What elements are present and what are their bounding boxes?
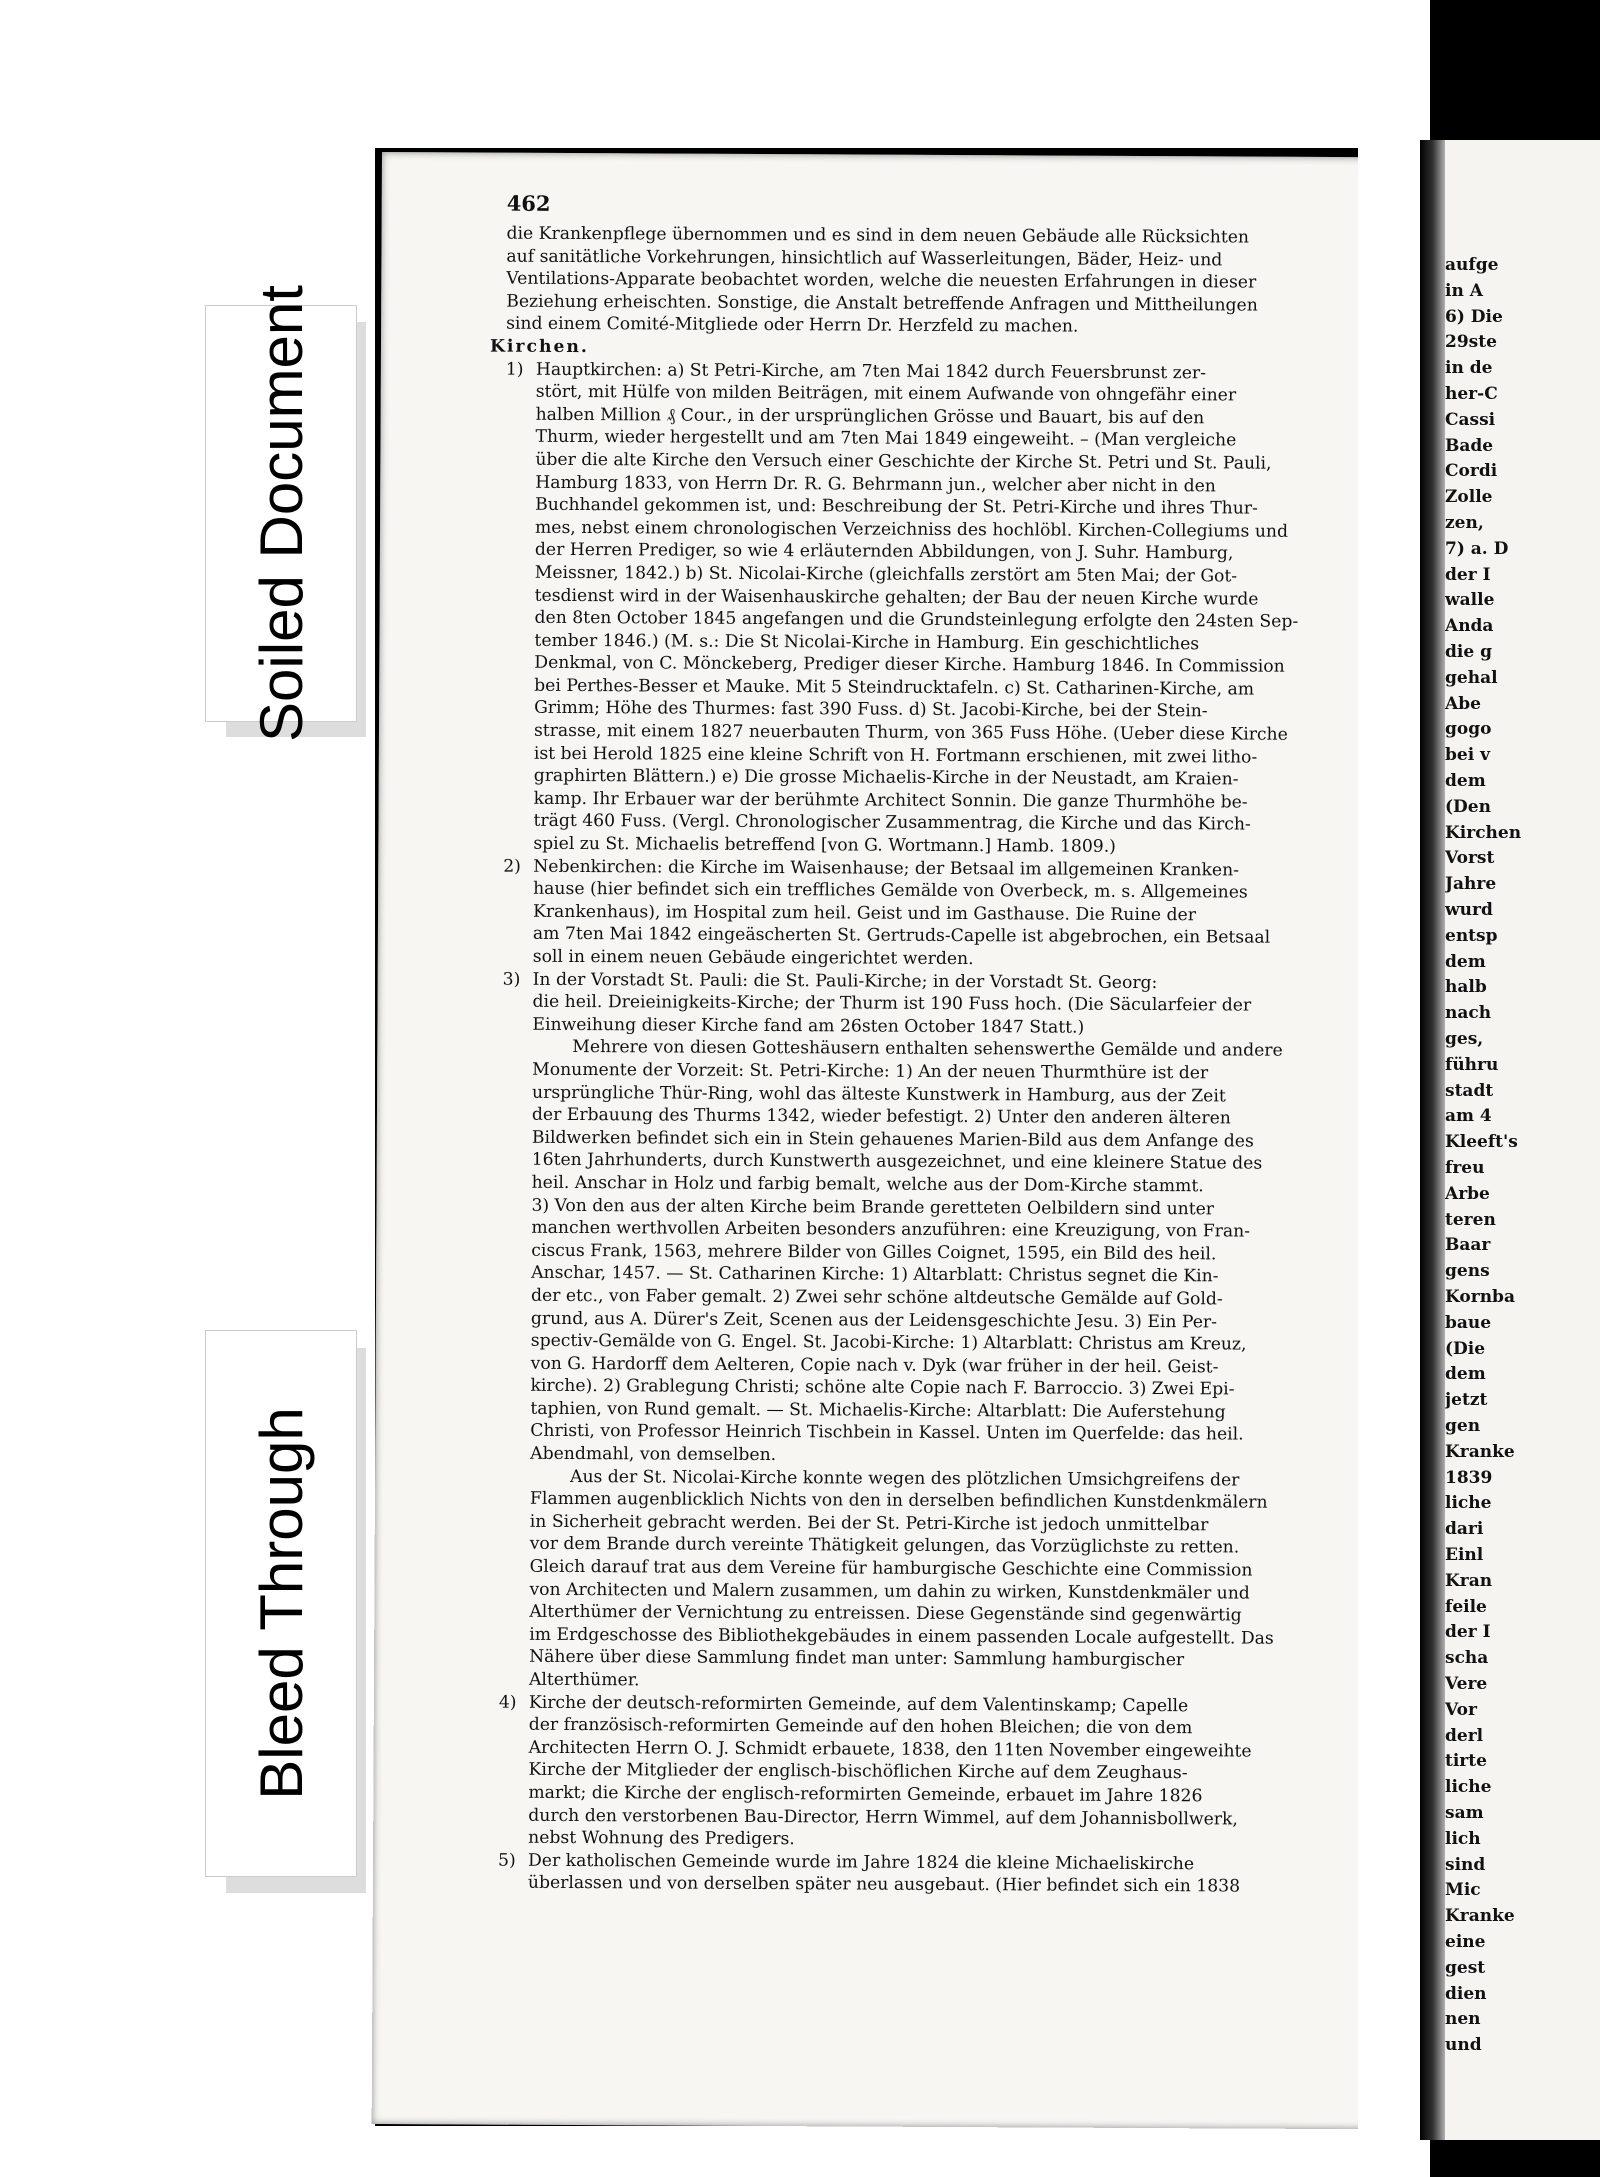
facing-page-fragment: liche	[1445, 1777, 1492, 1798]
line-text: Denkmal, von C. Mönckeberg, Prediger dieser Kirche. Hamburg 1846. In Commission	[534, 653, 1285, 678]
bottom-margin	[375, 2126, 1375, 2177]
book-page	[372, 152, 1444, 2130]
facing-page-fragment: feile	[1445, 1596, 1487, 1617]
line-text: Bildwerken befindet sich ein in Stein gehauenes Marien-Bild aus dem Anfange des	[531, 1127, 1254, 1152]
facing-page-fragment: der I	[1445, 564, 1491, 585]
facing-page-fragment: Einl	[1445, 1545, 1484, 1565]
line-text: spiel zu St. Michaelis betreffend [von G. Wortmann.] Hamb. 1809.)	[533, 833, 1116, 857]
soiled-document-text: Soiled Document	[247, 285, 315, 742]
line-text: Beziehung erheischten. Sonstige, die Anstalt betreffende Anfragen und Mittheilungen	[506, 291, 1258, 316]
line-text: Abendmahl, von demselben.	[530, 1443, 777, 1466]
facing-page-fragment: dem	[1445, 771, 1486, 791]
facing-page-fragment: 1839	[1445, 1467, 1493, 1488]
line-text: der französisch-reformirten Gemeinde auf den hohen Bleichen; die von dem	[528, 1714, 1193, 1739]
line-text: Nähere über diese Sammlung findet man unter: Sammlung hamburgischer	[529, 1647, 1185, 1671]
text-line	[498, 1872, 1383, 1899]
line-text: Hauptkirchen: a) St Petri-Kirche, am 7ten Mai 1842 durch Feuersbrunst zer-	[535, 359, 1206, 383]
facing-page-fragment: ges,	[1445, 1029, 1484, 1049]
line-text: 3) Von den aus der alten Kirche beim Brande geretteten Oelbildern sind unter	[531, 1195, 1215, 1219]
facing-page-fragment: dem	[1445, 1364, 1486, 1385]
facing-page-fragment: jetzt	[1445, 1390, 1488, 1411]
line-text: In der Vorstadt St. Pauli: die St. Pauli-Kirche; in der Vorstadt St. Georg:	[532, 969, 1158, 993]
facing-page-fragment: dari	[1445, 1519, 1484, 1540]
facing-page-fragment: Abe	[1445, 693, 1481, 714]
line-text: tesdienst wird in der Waisenhauskirche gehalten; der Bau der neuen Kirche wurde	[534, 585, 1259, 610]
line-text: Anschar, 1457. — St. Catharinen Kirche: 1) Altarblatt: Christus segnet die Kin-	[531, 1263, 1219, 1287]
line-text: vor dem Brande durch vereinte Thätigkeit gelungen, das Vorzüglichste zu retten.	[529, 1534, 1240, 1558]
facing-page-fragment: bei v	[1445, 745, 1490, 766]
facing-page-fragment: Bade	[1445, 435, 1494, 456]
line-text: Einweihung dieser Kirche fand am 26sten October 1847 Statt.)	[532, 1014, 1085, 1038]
facing-page-fragment: zen,	[1445, 513, 1484, 533]
page-text	[489, 223, 1392, 1900]
facing-page-fragment: baue	[1445, 1312, 1492, 1333]
facing-page-fragment: in de	[1445, 358, 1493, 379]
line-text: Nebenkirchen: die Kirche im Waisenhause; der Betsaal im allgemeinen Kranken-	[533, 856, 1240, 881]
facing-page-fragment: in A	[1445, 280, 1483, 301]
facing-page-fragment: tirte	[1445, 1751, 1487, 1772]
line-text: trägt 460 Fuss. (Vergl. Chronologischer Zusammentrag, die Kirche und das Kirch-	[533, 811, 1251, 835]
line-text: Kirche der Mitglieder der englisch-bischöflichen Kirche auf dem Zeughaus-	[528, 1760, 1188, 1784]
line-text: den 8ten October 1845 angefangen und die Grundsteinlegung erfolgte den 24sten Sep-	[534, 607, 1299, 632]
text-line	[506, 313, 1391, 340]
facing-page-fragment: stadt	[1445, 1080, 1494, 1101]
line-text: Christi, von Professor Heinrich Tischbein in Kassel. Unten im Querfelde: das heil.	[530, 1421, 1244, 1445]
facing-page-fragment: walle	[1445, 590, 1495, 611]
facing-page-fragment: freu	[1445, 1158, 1485, 1178]
line-text: Thurm, wieder hergestellt und am 7ten Mai 1849 eingeweiht. – (Man vergleiche	[535, 427, 1237, 451]
line-text: graphirten Blättern.) e) Die grosse Michaelis-Kirche in der Neustadt, am Kraien-	[533, 766, 1239, 790]
line-text: Gleich darauf trat aus dem Vereine für hamburgische Geschichte eine Commission	[529, 1556, 1253, 1581]
facing-page-fragment: Kleeft's	[1445, 1132, 1518, 1153]
facing-page-fragment: Cordi	[1445, 461, 1498, 482]
line-text: sind einem Comité-Mitgliede oder Herrn Dr. Herzfeld zu machen.	[506, 314, 1079, 338]
line-text: der Erbauung des Thurms 1342, wieder befestigt. 2) Unter den anderen älteren	[531, 1104, 1231, 1129]
facing-page-fragment: Vor	[1445, 1699, 1477, 1720]
line-text: überlassen und von derselben später neu ausgebaut. (Hier befindet sich ein 1838	[527, 1873, 1241, 1897]
list-number: 2)	[503, 856, 521, 877]
facing-page-fragment: gen	[1445, 1416, 1481, 1436]
facing-page-fragment: Mic	[1445, 1880, 1481, 1901]
line-text: Buchhandel gekommen ist, und: Beschreibung der St. Petri-Kirche und ihres Thur-	[535, 494, 1258, 519]
facing-page-fragment: Vere	[1445, 1674, 1488, 1694]
line-text: Der katholischen Gemeinde wurde im Jahre 1824 die kleine Michaeliskirche	[528, 1850, 1195, 1875]
facing-page-fragment: gogo	[1445, 719, 1492, 740]
line-text: Aus der St. Nicolai-Kirche konnte wegen des plötzlichen Umsichgreifens der	[570, 1466, 1240, 1491]
line-text: Architecten Herrn O. J. Schmidt erbauete, 1838, den 11ten November eingeweihte	[528, 1737, 1252, 1762]
line-text: spectiv-Gemälde von G. Engel. St. Jacobi-Kirche: 1) Altarblatt: Christus am Kreuz,	[530, 1330, 1247, 1355]
line-text: 16ten Jahrhunderts, durch Kunstwerth ausgezeichnet, und eine kleinere Statue des	[531, 1150, 1263, 1174]
line-text: taphien, von Rund gemalt. — St. Michaelis-Kirche: Altarblatt: Die Auferstehung	[530, 1398, 1226, 1423]
line-text: in Sicherheit gebracht werden. Bei der St. Petri-Kirche ist jedoch unmittelbar	[529, 1511, 1209, 1536]
line-text: ursprüngliche Thür-Ring, wohl das älteste Kunstwerk in Hamburg, aus der Zeit	[532, 1082, 1226, 1106]
facing-page-fragment: (Den	[1445, 796, 1491, 817]
facing-page-fragment: Cassi	[1445, 409, 1496, 430]
line-text: Alterthümer der Vernichtung zu entreissen. Diese Gegenstände sind gegenwärtig	[529, 1602, 1242, 1626]
line-text: Mehrere von diesen Gotteshäusern enthalten sehenswerthe Gemälde und andere	[572, 1037, 1283, 1062]
facing-page-fragment: gehal	[1445, 667, 1498, 688]
facing-page-fragment: wurd	[1445, 900, 1493, 920]
line-text: ist bei Herold 1825 eine kleine Schrift von H. Fortmann erschienen, mit zwei litho-	[533, 743, 1258, 768]
line-text: soll in einem neuen Gebäude eingerichtet werden.	[532, 946, 974, 970]
facing-page-fragment: liche	[1445, 1493, 1492, 1514]
line-text: über die alte Kirche den Versuch einer Geschichte der Kirche St. Petri und St. Pauli,	[535, 449, 1272, 474]
facing-page-fragment: Vorst	[1445, 848, 1495, 869]
facing-page-fragment: und	[1445, 2035, 1482, 2056]
bleed-through-label	[205, 1330, 357, 1877]
list-number: 4)	[498, 1692, 517, 1713]
line-text: markt; die Kirche der englisch-reformirten Gemeinde, erbauet im Jahre 1826	[528, 1782, 1203, 1807]
facing-page-fragment: Kranke	[1445, 1906, 1515, 1927]
list-number: 5)	[498, 1850, 516, 1871]
facing-page-fragment: gest	[1445, 1957, 1486, 1978]
line-text: Monumente der Vorzeit: St. Petri-Kirche: 1) An der neuen Thurmthüre ist der	[532, 1059, 1209, 1084]
bleed-through-text: Bleed Through	[247, 1407, 315, 1800]
facing-page-fragment: Jahre	[1445, 874, 1497, 895]
facing-page-fragment: Kran	[1445, 1570, 1493, 1591]
line-text: Kirchen.	[489, 336, 589, 358]
facing-page-fragment: aufge	[1445, 255, 1499, 275]
line-text: Flammen augenblicklich Nichts von den in derselben befindlichen Kunstdenkmälern	[529, 1489, 1268, 1513]
facing-page-fragment: eine	[1445, 1932, 1486, 1952]
facing-page-fragment: gens	[1445, 1261, 1490, 1282]
line-text: nebst Wohnung des Predigers.	[528, 1827, 795, 1850]
line-text: am 7ten Mai 1842 eingeäscherten St. Gertruds-Capelle ist abgebrochen, ein Betsaal	[532, 924, 1271, 949]
soiled-document-label	[205, 285, 357, 742]
facing-page-fragment: führu	[1445, 1054, 1499, 1075]
top-margin	[375, 0, 1375, 148]
facing-page-fragment: Baar	[1445, 1235, 1491, 1256]
page-fold-shadow	[1420, 140, 1446, 2140]
facing-page-fragment: her-C	[1445, 384, 1498, 404]
facing-page-fragment: lich	[1445, 1828, 1481, 1849]
facing-page-fragment: (Die	[1445, 1338, 1486, 1359]
facing-page-fragment: Kornba	[1445, 1287, 1515, 1307]
line-text: der etc., von Faber gemalt. 2) Zwei sehr schöne altdeutsche Gemälde auf Gold-	[530, 1285, 1223, 1310]
line-text: manchen werthvollen Arbeiten besonders anzuführen: eine Kreuzigung, von Fran-	[531, 1217, 1251, 1242]
line-text: kamp. Ihr Erbauer war der berühmte Architect Sonnin. Die ganze Thurmhöhe be-	[533, 788, 1248, 813]
facing-page-fragment: 6) Die	[1445, 306, 1503, 327]
facing-page-fragment: sam	[1445, 1803, 1484, 1823]
line-text: von Architecten und Malern zusammen, um dahin zu wirken, Kunstdenkmäler und	[529, 1579, 1250, 1604]
line-text: Kirche der deutsch-reformirten Gemeinde, auf dem Valentinskamp; Capelle	[528, 1692, 1189, 1716]
line-text: von G. Hardorff dem Aelteren, Copie nach v. Dyk (war früher in der heil. Geist-	[530, 1353, 1219, 1378]
facing-page-fragment: Anda	[1445, 616, 1494, 637]
page-number: 462	[506, 190, 551, 216]
list-number: 1)	[505, 359, 524, 380]
line-text: Alterthümer.	[528, 1669, 640, 1691]
line-text: auf sanitätliche Vorkehrungen, hinsichtlich auf Wasserleitungen, Bäder, Heiz- und	[506, 246, 1223, 270]
line-text: Ventilations-Apparate beobachtet worden, welche die neuesten Erfahrungen in dieser	[506, 268, 1257, 293]
line-text: tember 1846.) (M. s.: Die St Nicolai-Kirche in Hamburg. Ein geschichtliches	[534, 630, 1200, 654]
line-text: Meissner, 1842.) b) St. Nicolai-Kirche (gleichfalls zerstört am 5ten Mai; der Got-	[534, 562, 1238, 587]
facing-page-fragment: sind	[1445, 1854, 1486, 1875]
facing-page-fragment: Arbe	[1445, 1183, 1490, 1204]
facing-page-fragment: entsp	[1445, 925, 1498, 946]
list-number: 3)	[502, 969, 521, 990]
facing-page-fragment: Kirchen	[1445, 822, 1522, 843]
facing-page-fragment: nach	[1445, 1003, 1492, 1024]
facing-page-edge	[1445, 140, 1600, 2140]
line-text: Krankenhaus), im Hospital zum heil. Geist und im Gasthause. Die Ruine der	[532, 901, 1196, 926]
facing-page-fragment: 29ste	[1445, 332, 1497, 353]
line-text: die Krankenpflege übernommen und es sind in dem neuen Gebäude alle Rücksichten	[506, 223, 1250, 248]
line-text: mes, nebst einem chronologischen Verzeichniss des hochlöbl. Kirchen-Collegiums und	[534, 517, 1289, 542]
line-text: ciscus Frank, 1563, mehrere Bilder von Gilles Coignet, 1595, ein Bild des heil.	[531, 1240, 1217, 1265]
line-text: kirche). 2) Grablegung Christi; schöne alte Copie nach F. Barroccio. 3) Zwei Epi-	[530, 1376, 1235, 1400]
facing-page-fragment: 7) a. D	[1445, 538, 1509, 559]
line-text: der Herren Prediger, so wie 4 erläuternden Abbildungen, von J. Suhr. Hamburg,	[534, 540, 1234, 564]
facing-page-fragment: scha	[1445, 1648, 1489, 1669]
facing-page-fragment: der I	[1445, 1622, 1491, 1643]
facing-page-fragment: die g	[1445, 642, 1492, 662]
line-text: grund, aus A. Dürer's Zeit, Scenen aus der Leidensgeschichte Jesu. 3) Ein Per-	[530, 1308, 1218, 1332]
facing-page-fragment: Zolle	[1445, 487, 1493, 508]
facing-page-fragment: nen	[1445, 2009, 1481, 2030]
line-text: strasse, mit einem 1827 neuerbauten Thurm, von 365 Fuss Höhe. (Ueber diese Kirche	[533, 720, 1288, 745]
facing-page-fragment: dien	[1445, 1983, 1487, 2004]
line-text: heil. Anschar in Holz und farbig bemalt, welche aus der Dom-Kirche stammt.	[531, 1172, 1204, 1197]
line-text: die heil. Dreieinigkeits-Kirche; der Thurm ist 190 Fuss hoch. (Die Säcularfeier der	[532, 991, 1252, 1016]
line-text: durch den verstorbenen Bau-Director, Herrn Wimmel, auf dem Johannisbollwerk,	[528, 1805, 1238, 1830]
line-text: Hamburg 1833, von Herrn Dr. R. G. Behrmann jun., welcher aber nicht in den	[535, 472, 1216, 496]
line-text: Grimm; Höhe des Thurmes: fast 390 Fuss. d) St. Jacobi-Kirche, bei der Stein-	[534, 698, 1208, 722]
facing-page-fragment: derl	[1445, 1725, 1484, 1746]
line-text: hause (hier befindet sich ein treffliches Gemälde von Overbeck, m. s. Allgemeines	[533, 879, 1248, 903]
facing-page-fragment: Kranke	[1445, 1441, 1515, 1462]
facing-page-fragment: halb	[1445, 977, 1487, 998]
line-text: stört, mit Hülfe von milden Beiträgen, mit einem Aufwande von ohngefähr einer	[535, 381, 1237, 406]
facing-page-fragment: dem	[1445, 951, 1486, 972]
facing-page-fragment: am 4	[1445, 1106, 1492, 1127]
facing-page-fragment: teren	[1445, 1209, 1496, 1230]
line-text: bei Perthes-Besser et Mauke. Mit 5 Steindrucktafeln. c) St. Catharinen-Kirche, am	[534, 675, 1255, 700]
line-text: im Erdgeschosse des Bibliothekgebäudes in einem passenden Locale aufgestellt. Das	[529, 1624, 1274, 1649]
line-text: halben Million ₰ Cour., in der ursprünglichen Grösse und Bauart, bis auf den	[535, 404, 1205, 429]
